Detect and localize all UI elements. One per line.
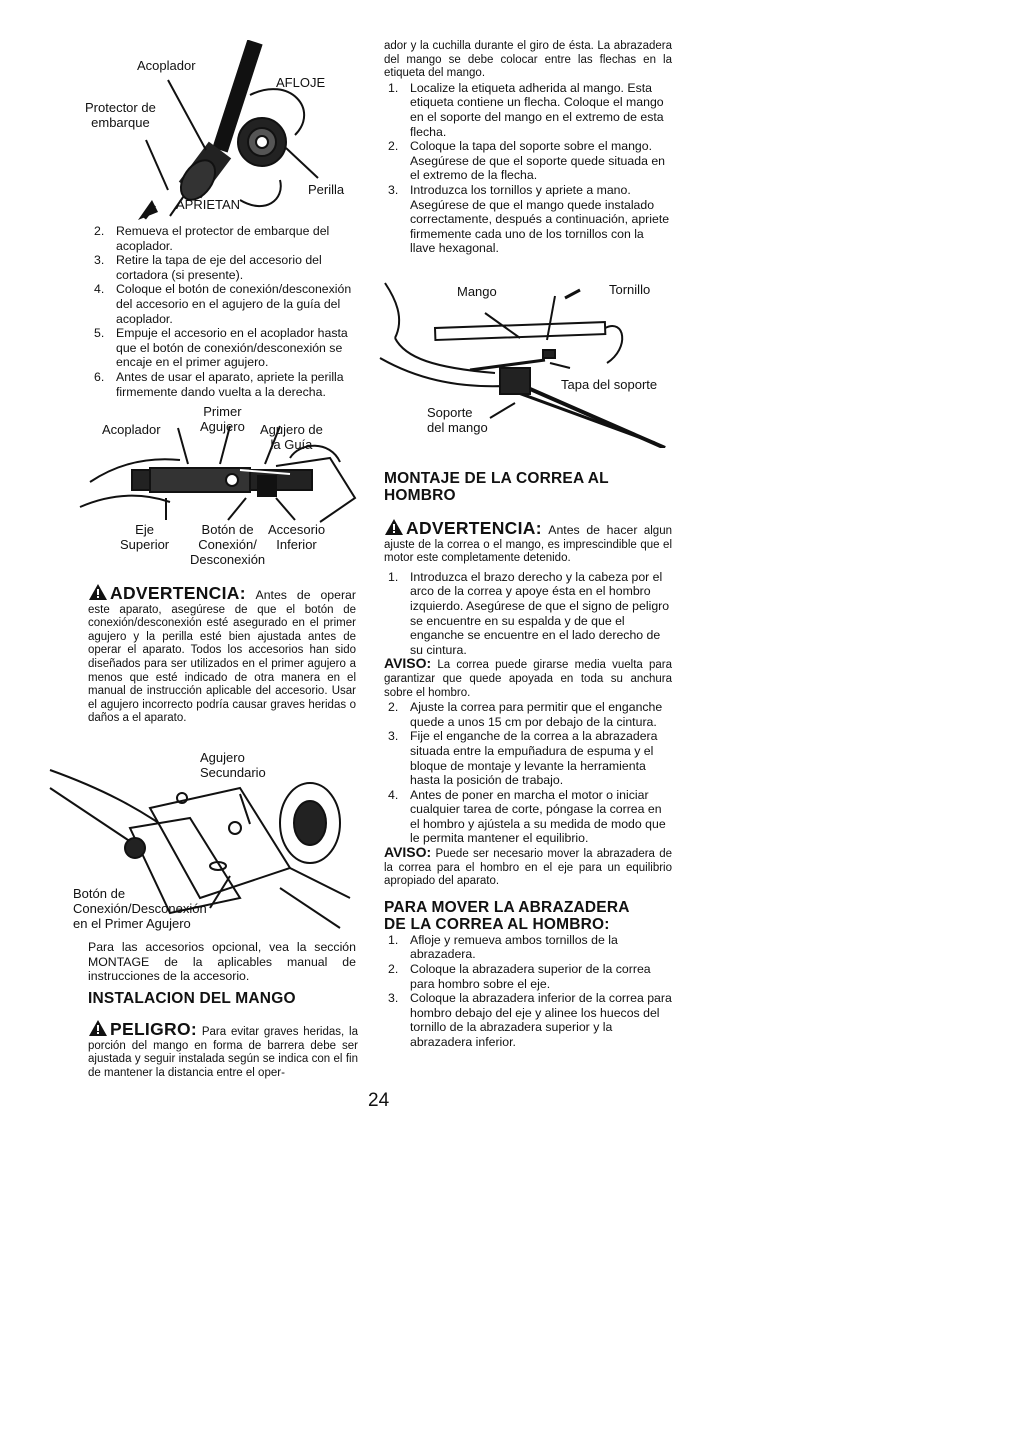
list-item [384, 788, 672, 846]
warning-icon-2 [384, 518, 404, 536]
list-text: Coloque la abrazadera superior de la correa para hombro sobre el eje. [410, 962, 651, 991]
list-text: Retire la tapa de eje del accesorio del cortadora (si presente). [116, 253, 322, 282]
label-afloje: AFLOJE [276, 75, 326, 90]
list-number: 3. [388, 991, 399, 1006]
label-boton-primer-agujero: Botón de Conexión/Desconexión en el Primer Agujero [73, 886, 207, 931]
label-tornillo: Tornillo [609, 282, 651, 297]
list-number: 1. [388, 932, 399, 947]
list-text: Coloque la tapa del soporte sobre el mango. Asegúrese de que el soporte quede situada en el extremo de la flecha. [410, 139, 666, 183]
list-number: 1. [388, 80, 399, 95]
list-item [90, 224, 358, 253]
list-text: Coloque la abrazadera inferior de la correa para hombro debajo del eje y alinee los huecos del tornillo de la abrazadera superior y la abrazadera inferior. [410, 991, 672, 1049]
warning-lead: Antes de operar [255, 588, 356, 602]
list-number: 1. [388, 569, 399, 584]
mango-section [88, 990, 358, 1080]
warning-icon [88, 583, 108, 601]
mango-steps-column [384, 40, 672, 256]
label-primer-agujero: Primer Agujero [200, 404, 245, 434]
list-item [90, 326, 358, 370]
aviso2-body: Puede ser necesario mover la abrazadera de la correa para el hombro en el eje para un equilibrio apropiado del aparato. [384, 848, 672, 888]
label-eje-superior: Eje Superior [120, 522, 170, 552]
list-number: 4. [388, 787, 399, 802]
list-item [384, 700, 672, 729]
heading-montaje-correa: MONTAJE DE LA CORREA AL HOMBRO [384, 470, 609, 504]
list-number: 3. [388, 182, 399, 197]
aviso1-body: La correa puede girarse media vuelta para garantizar que quede apoyada en toda su anchura sobre el hombro. [384, 659, 672, 699]
label-soporte-mango: Soporte del mango [427, 405, 488, 435]
list-text: Empuje el accesorio en el acoplador hasta que el botón de conexión/desconexión se encaje en el primer agujero. [116, 326, 348, 370]
heading-instalacion-mango: INSTALACION DEL MANGO [88, 990, 296, 1007]
danger-icon [88, 1019, 108, 1037]
warning2-lead: Antes de hacer [548, 523, 638, 537]
list-item [384, 729, 672, 787]
list-number: 3. [388, 729, 399, 744]
para-text: Para las accesorios opcional, vea la sección MONTAGE de la aplicables manual de instrucciones de la accesorio. [88, 940, 356, 984]
list-number: 5. [94, 326, 105, 341]
peligro-title: PELIGRO: [110, 1019, 197, 1039]
label-mango: Mango [457, 284, 497, 299]
list-number: 2. [388, 962, 399, 977]
list-item [384, 183, 672, 256]
list-number: 2. [94, 224, 105, 238]
list-text: Remueva el protector de embarque del acoplador. [116, 224, 330, 253]
figure-handle [375, 278, 675, 448]
list-text: Antes de usar el aparato, apriete la perilla firmemente dando vuelta a la derecha. [116, 369, 344, 399]
list-item [384, 81, 672, 139]
list-item [384, 570, 672, 658]
list-item [384, 991, 672, 1049]
heading-mover-abrazadera: PARA MOVER LA ABRAZADERA DE LA CORREA AL HOMBRO: [384, 898, 630, 933]
list-text: Introduzca los tornillos y apriete a mano. Asegúrese de que el mango quede instalado correctamente, después a continuación, apriete firmemente cada uno de los tornillos con la llave hexagonal. [410, 182, 670, 256]
optional-accessories-text [88, 940, 356, 984]
warning2-title: ADVERTENCIA: [406, 518, 542, 538]
list-item [384, 962, 672, 991]
list-item [384, 139, 672, 183]
warning2-body: algun ajuste de la correa o el mango, es imprescindible que el motor este completamente detenido. [384, 525, 672, 565]
list-item [90, 253, 358, 282]
label-tapa-soporte: Tapa del soporte [561, 377, 658, 392]
list-number: 4. [94, 282, 105, 297]
right-intro: ador y la cuchilla durante el giro de ésta. La abrazadera del mango se debe colocar entre las flechas en la etiqueta del mango. [384, 40, 672, 80]
warning-operate [88, 583, 356, 726]
label-acoplador: Acoplador [137, 58, 196, 73]
list-item [384, 933, 672, 962]
list-text: Fije el enganche de la correa a la abrazadera situada entre la empuñadura de espuma y el bloque de montaje y levante la herramienta hasta la posición de trabajo. [410, 729, 658, 788]
list-number: 2. [388, 139, 399, 154]
list-item [90, 282, 358, 326]
aviso1-title: AVISO: [384, 655, 432, 672]
list-text: Coloque el botón de conexión/desconexión del accesorio en el agujero de la guía del acoplador. [116, 282, 352, 326]
list-text: Localize la etiqueta adherida al mango. Esta etiqueta contiene un flecha. Coloque el mango en el soporte del mango en el extremo de esta flecha. [410, 80, 664, 139]
list-text: Introduzca el brazo derecho y la cabeza por el arco de la correa y apoye ésta en el hombro izquierdo. Asegúrese de que el signo de peligro se encuentre en su espalda y de que el enganche se encuentre en el lado derecho de su cintura. [410, 569, 670, 657]
figure-secondary-hole [40, 748, 360, 938]
list-text: Afloje y remueva ambos tornillos de la abrazadera. [410, 932, 618, 962]
warning-title: ADVERTENCIA: [110, 583, 246, 603]
list-text: Ajuste la correa para permitir que el enganche quede a unos 15 cm por debajo de la cintura. [410, 700, 663, 729]
peligro-body: Para evitar graves heridas, la porción del mango en forma de barrera debe ser ajustada y seguir instalada según se indica con el fin de mantener la distancia entre el oper- [88, 1026, 358, 1079]
label-boton-conexion: Botón de Conexión/ Desconexión [190, 522, 266, 567]
list-number: 6. [94, 369, 105, 384]
handle-illustration [375, 278, 675, 448]
label-acoplador-2: Acoplador [102, 422, 161, 437]
label-accesorio-inferior: Accesorio Inferior [268, 522, 326, 552]
figure-coupler [80, 40, 370, 220]
figure-shaft-connection [70, 402, 360, 574]
list-number: 3. [94, 253, 105, 268]
aviso2-title: AVISO: [384, 844, 432, 861]
label-aprietan: APRIETAN [176, 197, 241, 212]
label-protector: Protector de embarque [85, 100, 156, 130]
list-number: 2. [388, 700, 399, 715]
page-number: 24 [368, 1090, 390, 1111]
warning-body: este aparato, asegúrese de que el botón de conexión/desconexión esté asegurado en el primer agujero y la perilla esté bien ajustada antes de operar el aparato. Todos los accesorios han sido diseñados para ser utilizados en el primer agujero a menos que esté indicado de otra manera en el manual de instrucción aplicable del accesorio. Usar el agujero incorrecto podría causar graves heridas o daños a el aparato. [88, 603, 356, 725]
list-text: Antes de poner en marcha el motor o iniciar cualquier tarea de corte, póngase la correa en el hombro y ajústela a su medida de modo que le permita mantener el equilibrio. [410, 787, 666, 846]
list-item [90, 370, 358, 399]
steps-coupler [90, 224, 358, 399]
label-perilla: Perilla [308, 182, 345, 197]
label-agujero-guia: Agujero de la Guía [260, 422, 323, 452]
label-agujero-secundario: Agujero Secundario [200, 750, 266, 780]
correa-section [384, 470, 672, 1050]
